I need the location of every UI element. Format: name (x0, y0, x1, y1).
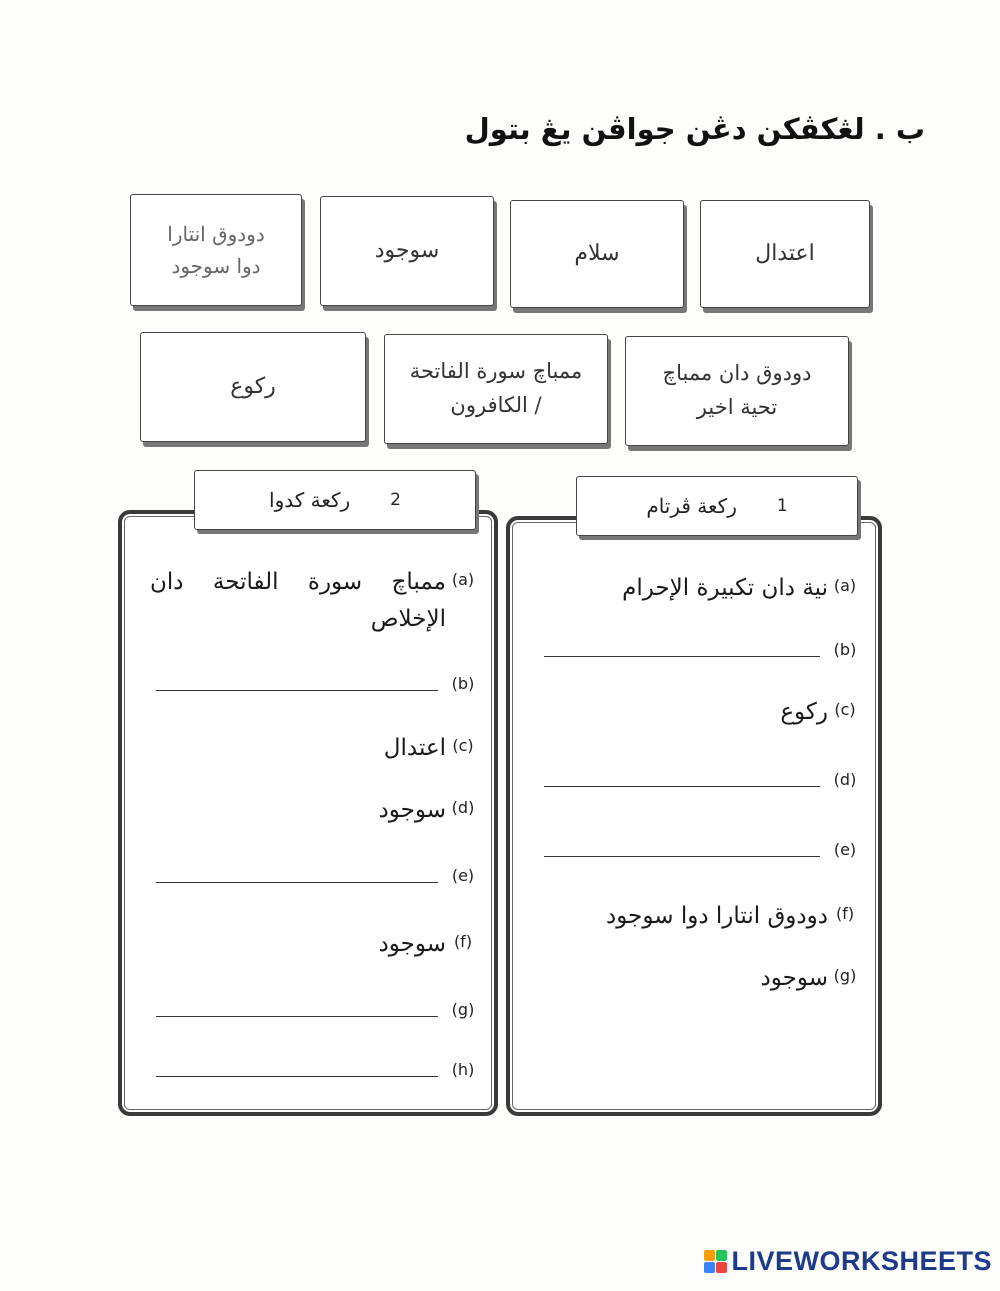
rakaat2-item-d (140, 792, 480, 829)
rakaat2-item-b (140, 668, 480, 693)
answer-blank-input[interactable] (156, 994, 438, 1017)
item-label: (e) (833, 840, 857, 859)
item-label: (f) (835, 904, 855, 923)
item-label: (e) (451, 866, 475, 885)
logo-text: LIVEWORKSHEETS (731, 1246, 992, 1276)
item-answer: دودوق انتارا دوا سوجود (606, 903, 828, 929)
rakaat2-item-f (140, 926, 480, 963)
choice-card-iktidal[interactable] (700, 200, 870, 308)
item-answer: سوجود (760, 965, 828, 991)
item-label: (b) (833, 640, 857, 659)
rakaat1-item-g (532, 960, 862, 997)
answer-blank-input[interactable] (156, 668, 438, 691)
item-answer: اعتدال (383, 735, 446, 761)
rakaat1-item-d (532, 764, 862, 789)
rakaat2-item-h (140, 1054, 480, 1079)
card-line: دوا سوجود (171, 254, 261, 278)
rakaat1-item-c (532, 694, 862, 731)
item-answer: نية دان تكبيرة الإحرام (622, 575, 828, 601)
item-answer: ممباچ سورة الفاتحة دان الإخلاص (150, 569, 446, 632)
rakaat1-item-f (532, 898, 862, 935)
answer-blank-input[interactable] (544, 764, 820, 787)
rakaat-number: 2 (390, 490, 401, 510)
rakaat2-item-g (140, 994, 480, 1019)
rakaat2-item-e (140, 860, 480, 885)
choice-card-salam[interactable] (510, 200, 684, 308)
rakaat-title: ركعة ڤرتام (646, 494, 737, 518)
rakaat-1-panel (506, 516, 882, 1116)
logo-square (704, 1250, 715, 1261)
worksheet-title: ب . لڠكڤكن دڠن جواڤن يڠ بتول (464, 112, 925, 146)
choice-card-fatihah-kafirun[interactable] (384, 334, 608, 444)
rakaat2-item-a (140, 564, 480, 638)
item-label: (b) (451, 674, 475, 693)
rakaat-1-header (576, 476, 858, 536)
rakaat1-item-a (532, 570, 862, 607)
card-line: اعتدال (755, 241, 815, 267)
item-answer: ركوع (780, 699, 828, 725)
logo-square (704, 1262, 715, 1273)
card-line: دودوق انتارا (167, 222, 265, 246)
item-answer: سوجود (378, 931, 446, 957)
answer-blank-input[interactable] (544, 834, 820, 857)
card-line: ركوع (230, 374, 276, 400)
card-line: دودوق دان ممباچ (662, 361, 812, 386)
rakaat2-item-c (140, 730, 480, 767)
item-label: (c) (452, 736, 474, 755)
rakaat1-item-b (532, 634, 862, 659)
choice-card-rukuk[interactable] (140, 332, 366, 442)
item-label: (d) (833, 770, 857, 789)
answer-blank-input[interactable] (544, 634, 820, 657)
card-line: ممباچ سورة الفاتحة (409, 359, 583, 384)
choice-card-tahiyat-akhir[interactable] (625, 336, 849, 446)
logo-square (716, 1250, 727, 1261)
item-label: (a) (833, 576, 857, 595)
rakaat-number: 1 (776, 496, 788, 516)
item-answer: سوجود (378, 797, 446, 823)
card-line: تحية اخير (696, 395, 778, 419)
rakaat-2-header (194, 470, 476, 530)
item-label: (g) (833, 966, 857, 985)
item-label: (c) (834, 700, 856, 719)
logo-grid-icon (704, 1250, 727, 1273)
item-label: (a) (451, 570, 475, 589)
card-line: / الكافرون (450, 393, 542, 417)
item-label: (h) (451, 1060, 475, 1079)
rakaat-2-panel (118, 510, 498, 1116)
choice-card-duduk-antara-dua-sujud[interactable] (130, 194, 302, 306)
logo-square (716, 1262, 727, 1273)
choice-card-sujud[interactable] (320, 196, 494, 306)
rakaat1-item-e (532, 834, 862, 859)
card-line: سلام (574, 241, 620, 267)
item-label: (g) (451, 1000, 475, 1019)
item-label: (f) (453, 932, 473, 951)
item-label: (d) (451, 798, 475, 817)
rakaat-title: ركعة كدوا (269, 488, 351, 512)
answer-blank-input[interactable] (156, 860, 438, 883)
card-line: سوجود (374, 238, 440, 264)
answer-blank-input[interactable] (156, 1054, 438, 1077)
liveworksheets-logo[interactable] (704, 1246, 992, 1277)
